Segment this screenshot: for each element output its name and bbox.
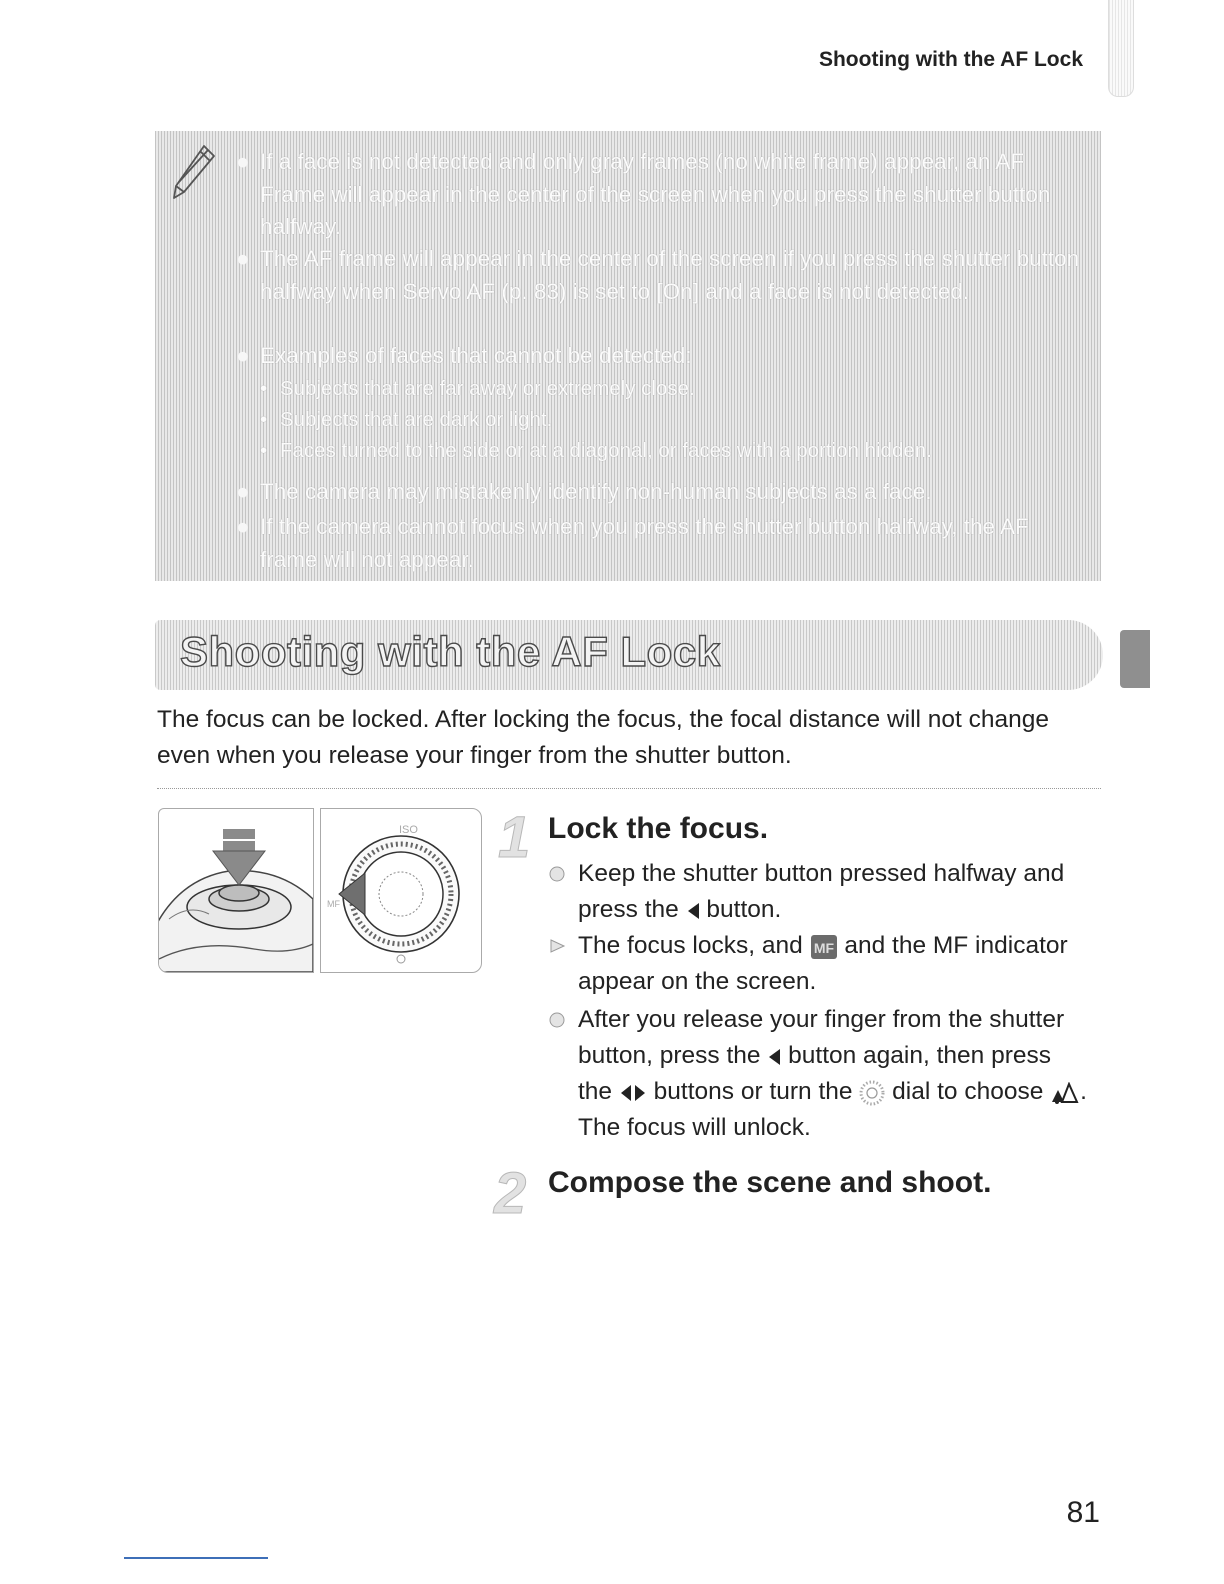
dial-mf-label: MF: [327, 899, 340, 909]
note-bullet-marker: ●: [236, 343, 250, 368]
action-bullet-icon: [548, 866, 566, 882]
note-bullet-marker: ●: [236, 514, 250, 539]
note-sub-text: Faces turned to the side or at a diagonal, or faces with a portion hidden.: [280, 439, 932, 462]
note-sub-text: Subjects that are dark or light.: [280, 408, 553, 431]
section-intro: The focus can be locked. After locking the focus, the focal distance will not change even when you release your finger from the shutter button.: [157, 706, 1050, 769]
step-text: After you release your finger from the shutter button, press the: [578, 1006, 1065, 1069]
result-arrow-icon: [548, 938, 566, 954]
page-number: 81: [1066, 1496, 1100, 1529]
step-item-2: [548, 928, 1088, 1000]
step-item-1: [548, 856, 1088, 928]
section-edge-tab: [1120, 630, 1150, 688]
footer-rule: [124, 1557, 268, 1559]
step-text: and the MF indicator appear on the screen.: [578, 932, 1068, 995]
note-sub-item-1: • Subjects that are far away or extremely close.: [260, 377, 695, 400]
divider: [157, 788, 1101, 789]
step-heading: Compose the scene and shoot.: [548, 1166, 992, 1199]
note-sub-item-2: • Subjects that are dark or light.: [260, 408, 553, 431]
step-number: 2: [494, 1161, 527, 1226]
step-text: button.: [699, 896, 782, 923]
mf-indicator-icon: [810, 934, 838, 960]
note-sub-item-3: • Faces turned to the side or at a diagonal, or faces with a portion hidden.: [260, 439, 932, 462]
left-button-icon: [686, 902, 700, 920]
note-bullet-marker: ●: [236, 246, 250, 271]
note-bullet-4: The camera may mistakenly identify non-human subjects as a face.: [260, 479, 932, 504]
action-bullet-icon: [548, 1012, 566, 1028]
note-bullet-marker: ●: [236, 149, 250, 174]
note-bullet-marker: ●: [236, 479, 250, 504]
pencil-icon: [170, 142, 216, 202]
svg-text:MF: MF: [813, 939, 834, 956]
control-dial-illustration: [320, 808, 482, 973]
running-header: Shooting with the AF Lock: [818, 48, 1083, 71]
af-mode-icon: [1050, 1082, 1080, 1104]
note-bullet-2: The AF frame will appear in the center of the screen if you press the shutter button halfway when Servo AF (p. 83) is set to [On] and a face is not detected.: [260, 246, 1080, 304]
chapter-edge-tab: [1108, 0, 1134, 97]
shutter-press-illustration: [158, 808, 314, 973]
left-right-buttons-icon: [619, 1084, 647, 1102]
step-text: The focus locks, and: [578, 932, 810, 959]
step-text: dial to choose: [885, 1078, 1051, 1105]
note-bullet-1: If a face is not detected and only gray frames (no white frame) appear, an AF Frame will appear in the center of the screen when you press the shutter button halfway.: [260, 149, 1051, 239]
section-title: Shooting with the AF Lock: [180, 628, 721, 675]
step-text: . The focus will unlock.: [578, 1078, 1087, 1141]
step-heading: Lock the focus.: [548, 812, 769, 845]
note-bullet-3: Examples of faces that cannot be detected:: [260, 343, 692, 368]
step-item-3: [548, 1002, 1088, 1146]
step-number: 1: [498, 805, 531, 870]
dial-iso-label: ISO: [399, 824, 418, 836]
step-text: buttons or turn the: [646, 1078, 860, 1105]
control-dial-icon: [859, 1080, 885, 1106]
step-text: Keep the shutter button pressed halfway and press the: [578, 860, 1065, 923]
step-text: button again, then press the: [578, 1042, 1052, 1105]
note-bullet-5: If the camera cannot focus when you press the shutter button halfway, the AF frame will not appear.: [260, 514, 1029, 572]
note-sub-text: Subjects that are far away or extremely close.: [280, 377, 695, 400]
left-button-icon: [767, 1048, 781, 1066]
